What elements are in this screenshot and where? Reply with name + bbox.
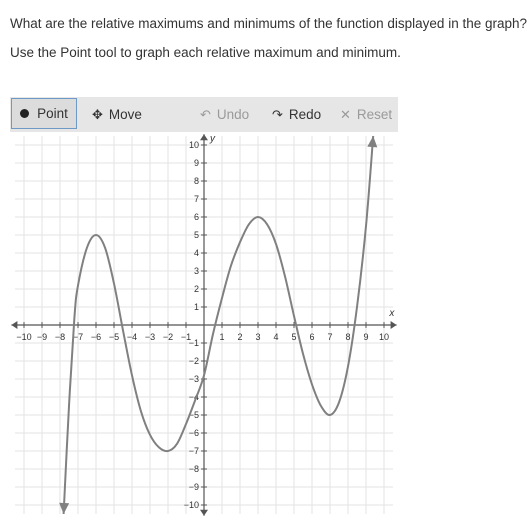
move-tool-button[interactable] bbox=[92, 97, 142, 132]
y-tick-label: −5 bbox=[188, 410, 199, 420]
instruction-text: Use the Point tool to graph each relative maximum and minimum. bbox=[10, 45, 401, 60]
question-text: What are the relative maximums and minimums of the function displayed in the graph? bbox=[10, 16, 527, 31]
x-tick-label: 1 bbox=[219, 332, 225, 342]
y-tick-label: −7 bbox=[188, 446, 199, 456]
x-axis-right-arrow-icon bbox=[391, 321, 397, 329]
x-tick-label: −1 bbox=[180, 332, 192, 342]
x-tick-label: 6 bbox=[309, 332, 315, 342]
redo-label: Redo bbox=[288, 107, 322, 122]
y-tick-label: 7 bbox=[193, 194, 199, 204]
y-tick-label: −3 bbox=[188, 374, 199, 384]
x-tick-label: −6 bbox=[90, 332, 102, 342]
x-tick-label: 10 bbox=[378, 332, 390, 342]
undo-arrow-icon: ↶ bbox=[200, 106, 211, 122]
y-axis-down-arrow-icon bbox=[200, 510, 208, 516]
x-tick-label: −3 bbox=[144, 332, 156, 342]
coordinate-plane[interactable] bbox=[10, 132, 398, 522]
y-tick-label: −8 bbox=[188, 464, 199, 474]
reset-button[interactable] bbox=[340, 97, 392, 132]
point-tool-button[interactable] bbox=[11, 98, 77, 129]
y-tick-label: 4 bbox=[193, 248, 199, 258]
x-axis-left-arrow-icon bbox=[11, 321, 17, 329]
x-tick-label: 2 bbox=[237, 332, 243, 342]
point-tool-label: Point bbox=[37, 106, 68, 121]
curve-end-arrow-icon bbox=[367, 136, 377, 147]
y-tick-label: 8 bbox=[193, 176, 199, 186]
y-tick-label: −1 bbox=[188, 338, 199, 348]
x-tick-label: 9 bbox=[363, 332, 369, 342]
x-tick-label: −10 bbox=[16, 332, 32, 342]
y-tick-label: 10 bbox=[188, 140, 199, 150]
move-tool-label: Move bbox=[108, 107, 142, 122]
x-tick-label: 4 bbox=[273, 332, 279, 342]
y-tick-label: −2 bbox=[188, 356, 199, 366]
x-tick-label: 3 bbox=[255, 332, 261, 342]
graph-toolbar bbox=[10, 97, 398, 132]
y-axis-up-arrow-icon bbox=[200, 134, 208, 140]
x-tick-label: −9 bbox=[36, 332, 48, 342]
x-tick-label: 5 bbox=[291, 332, 297, 342]
y-tick-label: 5 bbox=[193, 230, 199, 240]
undo-button[interactable] bbox=[200, 97, 249, 132]
axes bbox=[11, 134, 396, 516]
reset-label: Reset bbox=[356, 107, 393, 122]
y-tick-label: 3 bbox=[193, 266, 199, 276]
y-tick-label: 6 bbox=[193, 212, 199, 222]
x-tick-label: −4 bbox=[126, 332, 138, 342]
x-tick-label: −7 bbox=[72, 332, 84, 342]
point-icon bbox=[20, 109, 29, 118]
y-tick-label: −6 bbox=[188, 428, 199, 438]
y-tick-label: 2 bbox=[193, 284, 199, 294]
y-tick-label: −9 bbox=[188, 482, 199, 492]
x-tick-label: 7 bbox=[327, 332, 333, 342]
y-axis-label: y bbox=[210, 133, 215, 145]
y-tick-label: 1 bbox=[193, 302, 199, 312]
x-axis-label: x bbox=[389, 308, 395, 319]
undo-label: Undo bbox=[216, 107, 250, 122]
curve-start-arrow-icon bbox=[59, 503, 69, 514]
x-tick-label: −2 bbox=[162, 332, 174, 342]
x-tick-label: −5 bbox=[108, 332, 120, 342]
y-tick-label: −10 bbox=[183, 500, 199, 510]
y-tick-label: 9 bbox=[193, 158, 199, 168]
y-tick-label: −4 bbox=[188, 392, 199, 402]
redo-button[interactable] bbox=[272, 97, 321, 132]
x-tick-label: 8 bbox=[345, 332, 351, 342]
move-arrows-icon: ✥ bbox=[92, 106, 103, 122]
x-tick-label: −8 bbox=[54, 332, 66, 342]
redo-arrow-icon: ↷ bbox=[272, 106, 283, 122]
close-x-icon: ✕ bbox=[340, 106, 351, 122]
